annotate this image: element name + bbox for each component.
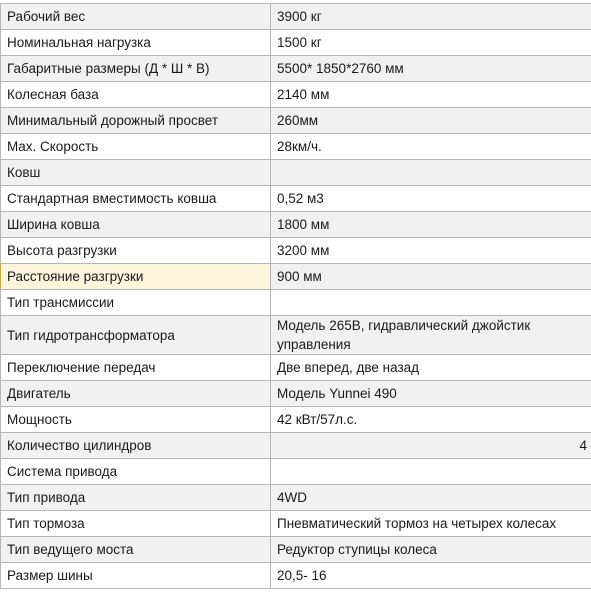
table-row [1,563,591,589]
param-value [271,459,591,485]
param-name: Ковш [1,160,271,186]
param-name: Тип тормоза [1,511,271,537]
param-name: Тип трансмиссии [1,290,271,316]
table-row [1,186,591,212]
param-name: Тип гидротрансформатора [1,316,271,355]
param-value: 2140 мм [271,82,591,108]
param-name: Система привода [1,459,271,485]
table-row [1,82,591,108]
table-row [1,160,591,186]
param-value: 900 мм [271,264,591,290]
param-name: Количество цилиндров [1,433,271,459]
table-row [1,238,591,264]
param-value: 4 [271,433,591,459]
table-row [1,485,591,511]
param-value: 20,5- 16 [271,563,591,589]
param-value: 1500 кг [271,30,591,56]
param-name: Max. Скорость [1,134,271,160]
param-name: Ширина ковша [1,212,271,238]
param-value [271,160,591,186]
table-row [1,212,591,238]
table-row [1,290,591,316]
param-name: Расстояние разгрузки [1,264,271,290]
param-value: 1800 мм [271,212,591,238]
param-value: Редуктор ступицы колеса [271,537,591,563]
spec-table [0,3,591,589]
param-name: Номинальная нагрузка [1,30,271,56]
param-name: Мощность [1,407,271,433]
param-value: Модель 265B, гидравлический джойстик управления [271,316,591,355]
table-row [1,134,591,160]
table-row [1,381,591,407]
table-row [1,4,591,30]
table-row [1,537,591,563]
param-name: Тип ведущего моста [1,537,271,563]
param-value [271,290,591,316]
param-name: Габаритные размеры (Д * Ш * В) [1,56,271,82]
table-row [1,264,591,290]
param-value: 3200 мм [271,238,591,264]
param-name: Переключение передач [1,355,271,381]
param-value: 3900 кг [271,4,591,30]
param-value: 0,52 м3 [271,186,591,212]
param-value: 42 кВт/57л.с. [271,407,591,433]
table-row [1,433,591,459]
param-value: 260мм [271,108,591,134]
param-name: Высота разгрузки [1,238,271,264]
param-name: Минимальный дорожный просвет [1,108,271,134]
table-row [1,511,591,537]
table-row [1,459,591,485]
table-row [1,407,591,433]
param-value: Пневматический тормоз на четырех колесах [271,511,591,537]
table-row [1,355,591,381]
param-value: 4WD [271,485,591,511]
param-name: Рабочий вес [1,4,271,30]
param-value: Две вперед, две назад [271,355,591,381]
param-value: Модель Yunnei 490 [271,381,591,407]
table-row [1,30,591,56]
param-name: Размер шины [1,563,271,589]
param-name: Стандартная вместимость ковша [1,186,271,212]
table-row [1,316,591,355]
param-value: 28км/ч. [271,134,591,160]
param-value: 5500* 1850*2760 мм [271,56,591,82]
table-row [1,108,591,134]
param-name: Колесная база [1,82,271,108]
param-name: Двигатель [1,381,271,407]
param-name: Тип привода [1,485,271,511]
table-row [1,56,591,82]
